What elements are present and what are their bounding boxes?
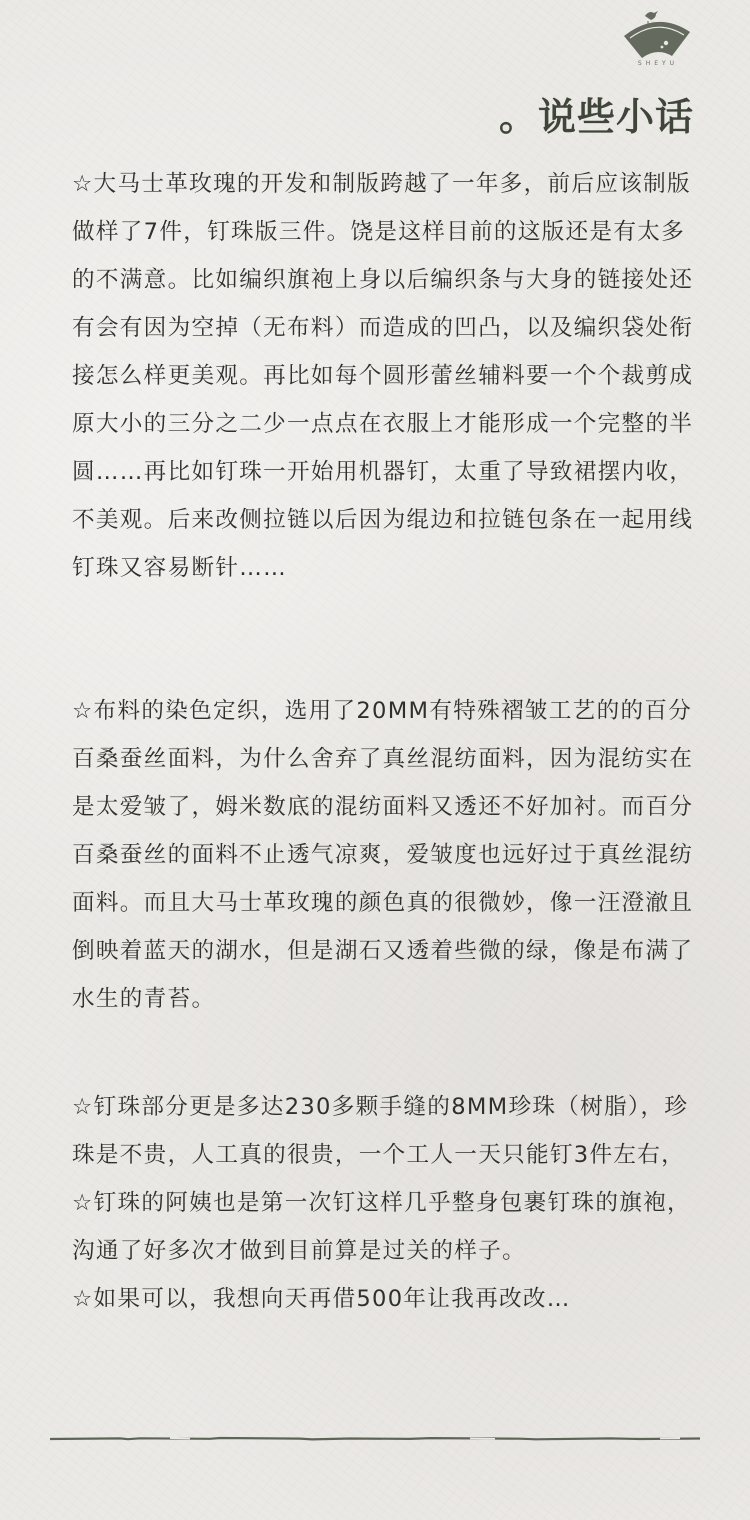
section-heading: 。说些小话 bbox=[498, 95, 694, 139]
paragraph-block-3 bbox=[72, 1083, 704, 1323]
paragraph-text: ☆大马士革玫瑰的开发和制版跨越了一年多，前后应该制版做样了7件，钉珠版三件。饶是这样目前的这版还是有太多的不满意。比如编织旗袍上身以后编织条与大身的链接处还有会有因为空掉（无布料）而造成的凹凸，以及编织袋处衔接怎么样更美观。再比如每个圆形蕾丝辅料要一个个裁剪成原大小的三分之二少一点点在衣服上才能形成一个完整的半圆……再比如钉珠一开始用机器钉，太重了导致裙摆内收，不美观。后来改侧拉链以后因为绲边和拉链包条在一起用线钉珠又容易断针…… bbox=[72, 171, 694, 581]
paragraph-text: ☆布料的染色定织，选用了20MM有特殊褶皱工艺的的百分百桑蚕丝面料，为什么舍弃了真丝混纺面料，因为混纺实在是太爱皱了，姆米数底的混纺面料又透还不好加衬。而百分百桑蚕丝的面料不止透气凉爽，爱皱度也远好过于真丝混纺面料。而且大马士革玫瑰的颜色真的很微妙，像一汪澄澈且倒映着蓝天的湖水，但是湖石又透着些微的绿，像是布满了水生的青苔。 bbox=[72, 698, 694, 1012]
brush-stroke-divider bbox=[50, 1432, 700, 1444]
paragraph-block-2 bbox=[72, 687, 704, 1023]
paragraph-text: ☆钉珠部分更是多达230多颗手缝的8MM珍珠（树脂），珍珠是不贵，人工真的很贵，一个工人一天只能钉3件左右， bbox=[72, 1094, 689, 1168]
fan-bird-logo-icon bbox=[620, 6, 694, 64]
paragraph-text: ☆钉珠的阿姨也是第一次钉这样几乎整身包裹钉珠的旗袍，沟通了好多次才做到目前算是过关的样子。 bbox=[72, 1190, 691, 1264]
brand-logo-text: SHEYU bbox=[637, 60, 679, 67]
paragraph-block-1 bbox=[72, 160, 704, 592]
paragraph-text: ☆如果可以，我想向天再借500年让我再改改… bbox=[72, 1286, 571, 1312]
